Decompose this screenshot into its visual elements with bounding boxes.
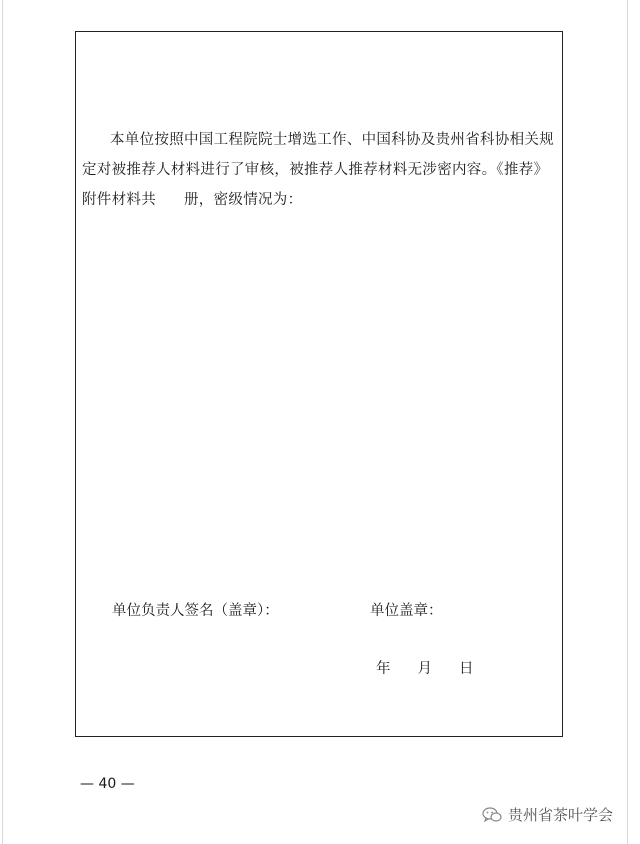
wechat-icon: [482, 807, 502, 823]
declaration-line: 本单位按照中国工程院院士增选工作、中国科协及贵州省科协相关规: [110, 132, 554, 148]
attachment-prefix: 附件材料共: [82, 192, 156, 208]
watermark-text: 贵州省茶叶学会: [508, 806, 614, 824]
declaration-text: [82, 125, 558, 215]
seal-label: 单位盖章：: [370, 603, 443, 619]
page-number: — 40 —: [80, 776, 135, 792]
page-edge-left: [2, 0, 3, 844]
signature-label: 单位负责人签名（盖章）：: [112, 603, 279, 619]
declaration-line: 定对被推荐人材料进行了审核，被推荐人推荐材料无涉密内容。《推荐》: [82, 162, 549, 178]
form-box: [75, 31, 563, 737]
attachment-suffix: 册，密级情况为：: [184, 192, 303, 208]
date-year: 年: [376, 661, 391, 677]
attachment-line: [82, 185, 558, 215]
date-row: [376, 657, 474, 678]
date-day: 日: [459, 661, 474, 677]
date-month: 月: [417, 661, 432, 677]
watermark: [482, 804, 613, 825]
page-edge-right: [627, 0, 628, 844]
